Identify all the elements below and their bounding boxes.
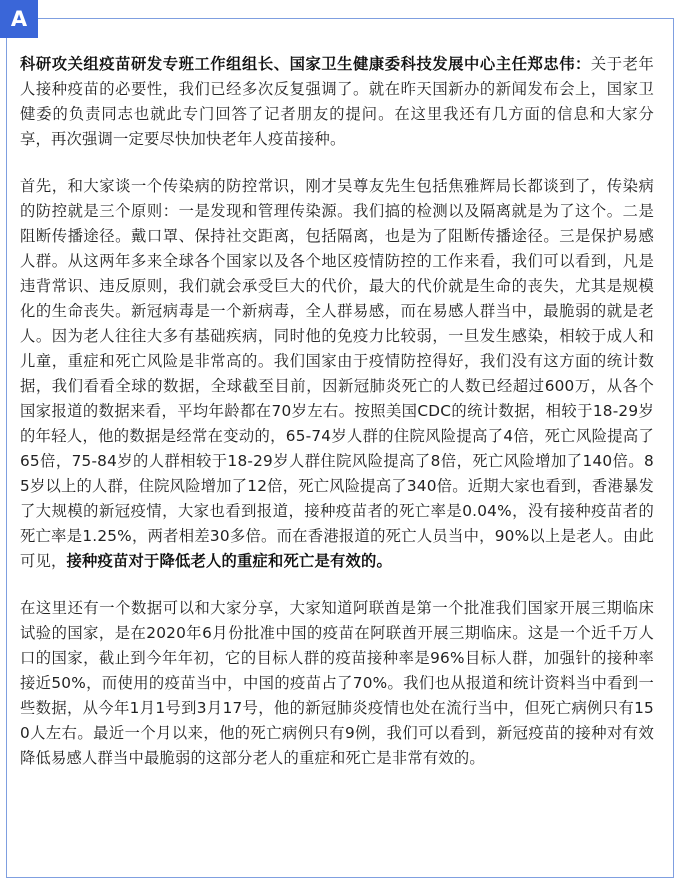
paragraph-2 [20, 174, 654, 574]
paragraph-2-bold-conclusion: 接种疫苗对于降低老人的重症和死亡是有效的。 [66, 552, 392, 570]
paragraph-3 [20, 596, 654, 771]
section-badge: A [0, 0, 38, 38]
paragraph-2-text: 首先，和大家谈一个传染病的防控常识，刚才吴尊友先生包括焦雅辉局长都谈到了，传染病的防控就是三个原则：一是发现和管理传染源。我们搞的检测以及隔离就是为了这个。二是阻断传播途径。戴口罩、保持社交距离，包括隔离，也是为了阻断传播途径。三是保护易感人群。从这两年多来全球各个国家以及各个地区疫情防控的工作来看，我们可以看到，凡是违背常识、违反原则，我们就会承受巨大的代价，最大的代价就是生命的丧失，尤其是规模化的生命丧失。新冠病毒是一个新病毒，全人群易感，而在易感人群当中，最脆弱的就是老人。因为老人往往大多有基础疾病，同时他的免疫力比较弱，一旦发生感染，相较于成人和儿童，重症和死亡风险是非常高的。我们国家由于疫情防控得好，我们没有这方面的统计数据，我们看看全球的数据，全球截至目前，因新冠肺炎死亡的人数已经超过600万，从各个国家报道的数据来看，平均年龄都在70岁左右。按照美国CDC的统计数据，相较于18-29岁的年轻人，他的数据是经常在变动的，65-74岁人群的住院风险提高了4倍，死亡风险提高了65倍，75-84岁的人群相较于18-29岁人群住院风险提高了8倍，死亡风险增加了140倍。85岁以上的人群，住院风险增加了12倍，死亡风险提高了340倍。近期大家也看到，香港暴发了大规模的新冠疫情，大家也看到报道，接种疫苗者的死亡率是0.04%，没有接种疫苗者的死亡率是1.25%，两者相差30多倍。而在香港报道的死亡人员当中，90%以上是老人。由此可见， [20, 177, 654, 570]
speaker-label: 科研攻关组疫苗研发专班工作组组长、国家卫生健康委科技发展中心主任郑忠伟： [20, 55, 591, 73]
paragraph-3-text: 在这里还有一个数据可以和大家分享，大家知道阿联酋是第一个批准我们国家开展三期临床试验的国家，是在2020年6月份批准中国的疫苗在阿联酋开展三期临床。这是一个近千万人口的国家，截止到今年年初，它的目标人群的疫苗接种率是96%目标人群，加强针的接种率接近50%，而使用的疫苗当中，中国的疫苗占了70%。我们也从报道和统计资料当中看到一些数据，从今年1月1号到3月17号，他的新冠肺炎疫情也处在流行当中，但死亡病例只有150人左右。最近一个月以来，他的死亡病例只有9例，我们可以看到，新冠疫苗的接种对有效降低易感人群当中最脆弱的这部分老人的重症和死亡是非常有效的。 [20, 599, 654, 767]
article-body [20, 52, 654, 793]
paragraph-1-text: 关于老年人接种疫苗的必要性，我们已经多次反复强调了。就在昨天国新办的新闻发布会上，国家卫健委的负责同志也就此专门回答了记者朋友的提问。在这里我还有几方面的信息和大家分享，再次强调一定要尽快加快老年人疫苗接种。 [20, 55, 654, 148]
paragraph-1 [20, 52, 654, 152]
